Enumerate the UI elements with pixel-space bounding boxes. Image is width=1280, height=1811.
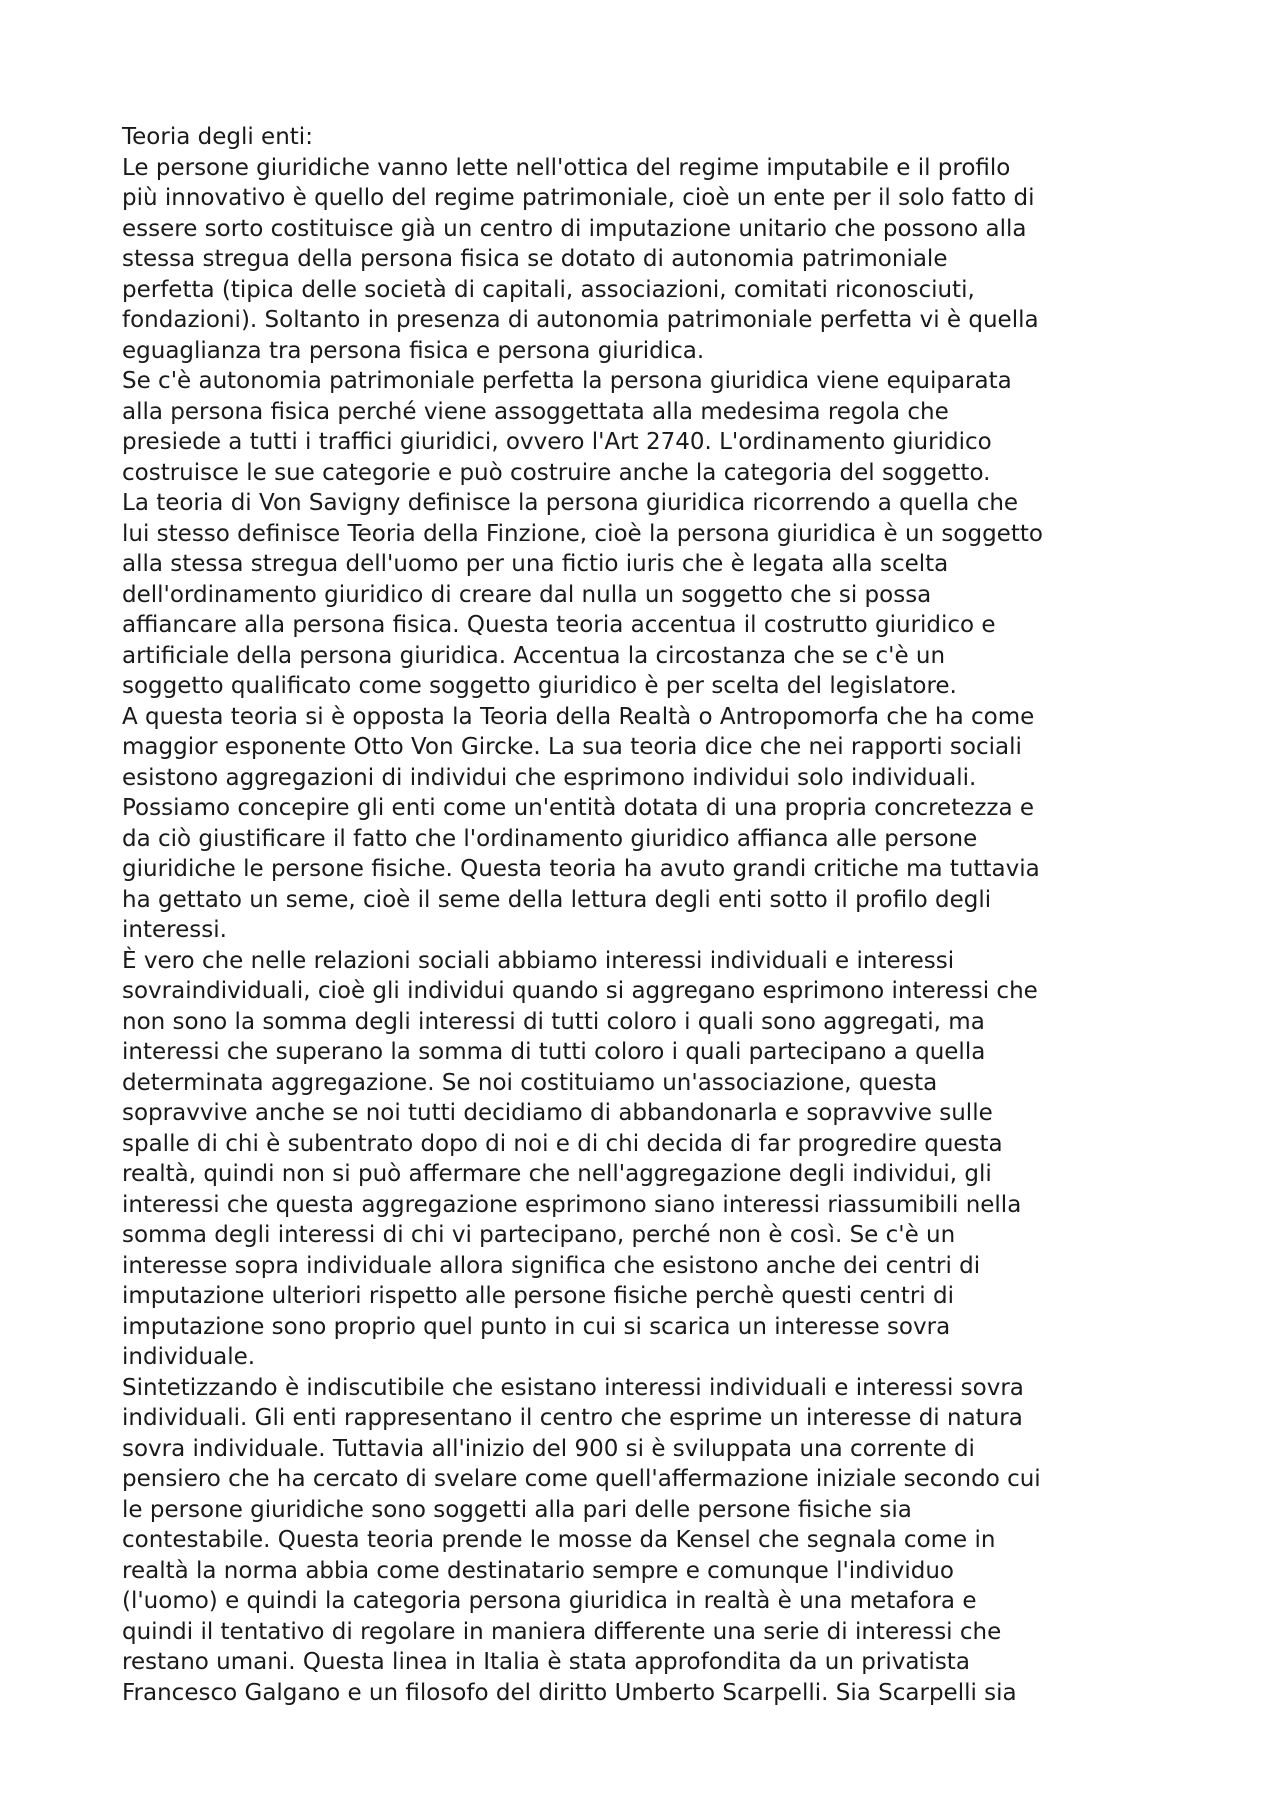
- text-line: sopravvive anche se noi tutti decidiamo di abbandonarla e sopravvive sulle: [122, 1100, 993, 1126]
- text-line: da ciò giustificare il fatto che l'ordinamento giuridico affianca alle persone: [122, 825, 978, 852]
- text-line: quindi il tentativo di regolare in maniera differente una serie di interessi che: [122, 1618, 1002, 1645]
- text-line: fondazioni). Soltanto in presenza di autonomia patrimoniale perfetta vi è quella: [122, 307, 1039, 333]
- document-body: [122, 122, 1172, 1708]
- text-line: alla persona fisica perché viene assoggettata alla medesima regola che: [122, 398, 949, 425]
- text-line: Le persone giuridiche vanno lette nell'ottica del regime imputabile e il profilo: [122, 154, 1011, 181]
- text-line: Sintetizzando è indiscutibile che esistano interessi individuali e interessi sovra: [122, 1374, 1024, 1401]
- text-line: interessi che superano la somma di tutti coloro i quali partecipano a quella: [122, 1039, 986, 1065]
- text-line: presiede a tutti i traffici giuridici, ovvero l'Art 2740. L'ordinamento giuridico: [122, 429, 992, 455]
- text-line: interesse sopra individuale allora significa che esistono anche dei centri di: [122, 1252, 981, 1279]
- text-line: affiancare alla persona fisica. Questa teoria accentua il costrutto giuridico e: [122, 612, 996, 638]
- text-line: interessi.: [122, 917, 227, 943]
- text-line: imputazione sono proprio quel punto in cui si scarica un interesse sovra: [122, 1313, 951, 1340]
- text-line: somma degli interessi di chi vi partecipano, perché non è così. Se c'è un: [122, 1222, 956, 1248]
- text-line: individuale.: [122, 1344, 256, 1370]
- text-line: alla stessa stregua dell'uomo per una fictio iuris che è legata alla scelta: [122, 551, 949, 577]
- text-line: realtà la norma abbia come destinatario sempre e comunque l'individuo: [122, 1557, 954, 1584]
- text-line: Francesco Galgano e un filosofo del diritto Umberto Scarpelli. Sia Scarpelli sia: [122, 1679, 1017, 1706]
- text-line: contestabile. Questa teoria prende le mosse da Kensel che segnala come in: [122, 1527, 996, 1553]
- text-line: sovraindividuali, cioè gli individui quando si aggregano esprimono interessi che: [122, 978, 1038, 1004]
- text-line: (l'uomo) e quindi la categoria persona giuridica in realtà è una metafora e: [122, 1588, 977, 1614]
- text-line: interessi che questa aggregazione esprimono siano interessi riassumibili nella: [122, 1191, 1022, 1218]
- text-line: ha gettato un seme, cioè il seme della lettura degli enti sotto il profilo degli: [122, 886, 992, 913]
- text-line: dell'ordinamento giuridico di creare dal nulla un soggetto che si possa: [122, 581, 932, 608]
- text-line: Teoria degli enti:: [122, 124, 313, 150]
- text-line: le persone giuridiche sono soggetti alla pari delle persone fisiche sia: [122, 1496, 912, 1523]
- text-line: sovra individuale. Tuttavia all'inizio del 900 si è sviluppata una corrente di: [122, 1435, 975, 1462]
- text-line: essere sorto costituisce già un centro di imputazione unitario che possono alla: [122, 215, 1027, 242]
- text-line: esistono aggregazioni di individui che esprimono individui solo individuali.: [122, 764, 977, 791]
- text-line: non sono la somma degli interessi di tutti coloro i quali sono aggregati, ma: [122, 1008, 985, 1035]
- text-line: pensiero che ha cercato di svelare come quell'affermazione iniziale secondo cui: [122, 1466, 1041, 1492]
- text-line: spalle di chi è subentrato dopo di noi e di chi decida di far progredire questa: [122, 1130, 1003, 1157]
- text-line: La teoria di Von Savigny definisce la persona giuridica ricorrendo a quella che: [122, 490, 1019, 516]
- text-line: Se c'è autonomia patrimoniale perfetta la persona giuridica viene equiparata: [122, 368, 1012, 394]
- text-line: individuali. Gli enti rappresentano il centro che esprime un interesse di natura: [122, 1405, 1023, 1431]
- text-line: lui stesso definisce Teoria della Finzione, cioè la persona giuridica è un soggetto: [122, 520, 1043, 547]
- text-line: artificiale della persona giuridica. Accentua la circostanza che se c'è un: [122, 642, 946, 669]
- text-line: giuridiche le persone fisiche. Questa teoria ha avuto grandi critiche ma tuttavia: [122, 856, 1040, 882]
- text-line: realtà, quindi non si può affermare che nell'aggregazione degli individui, gli: [122, 1161, 992, 1187]
- text-line: eguaglianza tra persona fisica e persona giuridica.: [122, 337, 705, 364]
- text-line: soggetto qualificato come soggetto giuridico è per scelta del legislatore.: [122, 673, 957, 699]
- text-line: È vero che nelle relazioni sociali abbiamo interessi individuali e interessi: [122, 947, 955, 974]
- text-line: più innovativo è quello del regime patrimoniale, cioè un ente per il solo fatto di: [122, 185, 1035, 211]
- text-line: restano umani. Questa linea in Italia è stata approfondita da un privatista: [122, 1649, 970, 1675]
- text-line: perfetta (tipica delle società di capitali, associazioni, comitati riconosciuti,: [122, 276, 975, 303]
- text-line: costruisce le sue categorie e può costruire anche la categoria del soggetto.: [122, 459, 991, 486]
- text-line: stessa stregua della persona fisica se dotato di autonomia patrimoniale: [122, 246, 948, 272]
- text-line: determinata aggregazione. Se noi costituiamo un'associazione, questa: [122, 1069, 938, 1096]
- text-line: imputazione ulteriori rispetto alle persone fisiche perchè questi centri di: [122, 1283, 954, 1309]
- text-line: Possiamo concepire gli enti come un'entità dotata di una propria concretezza e: [122, 795, 1035, 821]
- text-line: maggior esponente Otto Von Gircke. La sua teoria dice che nei rapporti sociali: [122, 734, 1022, 760]
- text-line: A questa teoria si è opposta la Teoria della Realtà o Antropomorfa che ha come: [122, 703, 1035, 730]
